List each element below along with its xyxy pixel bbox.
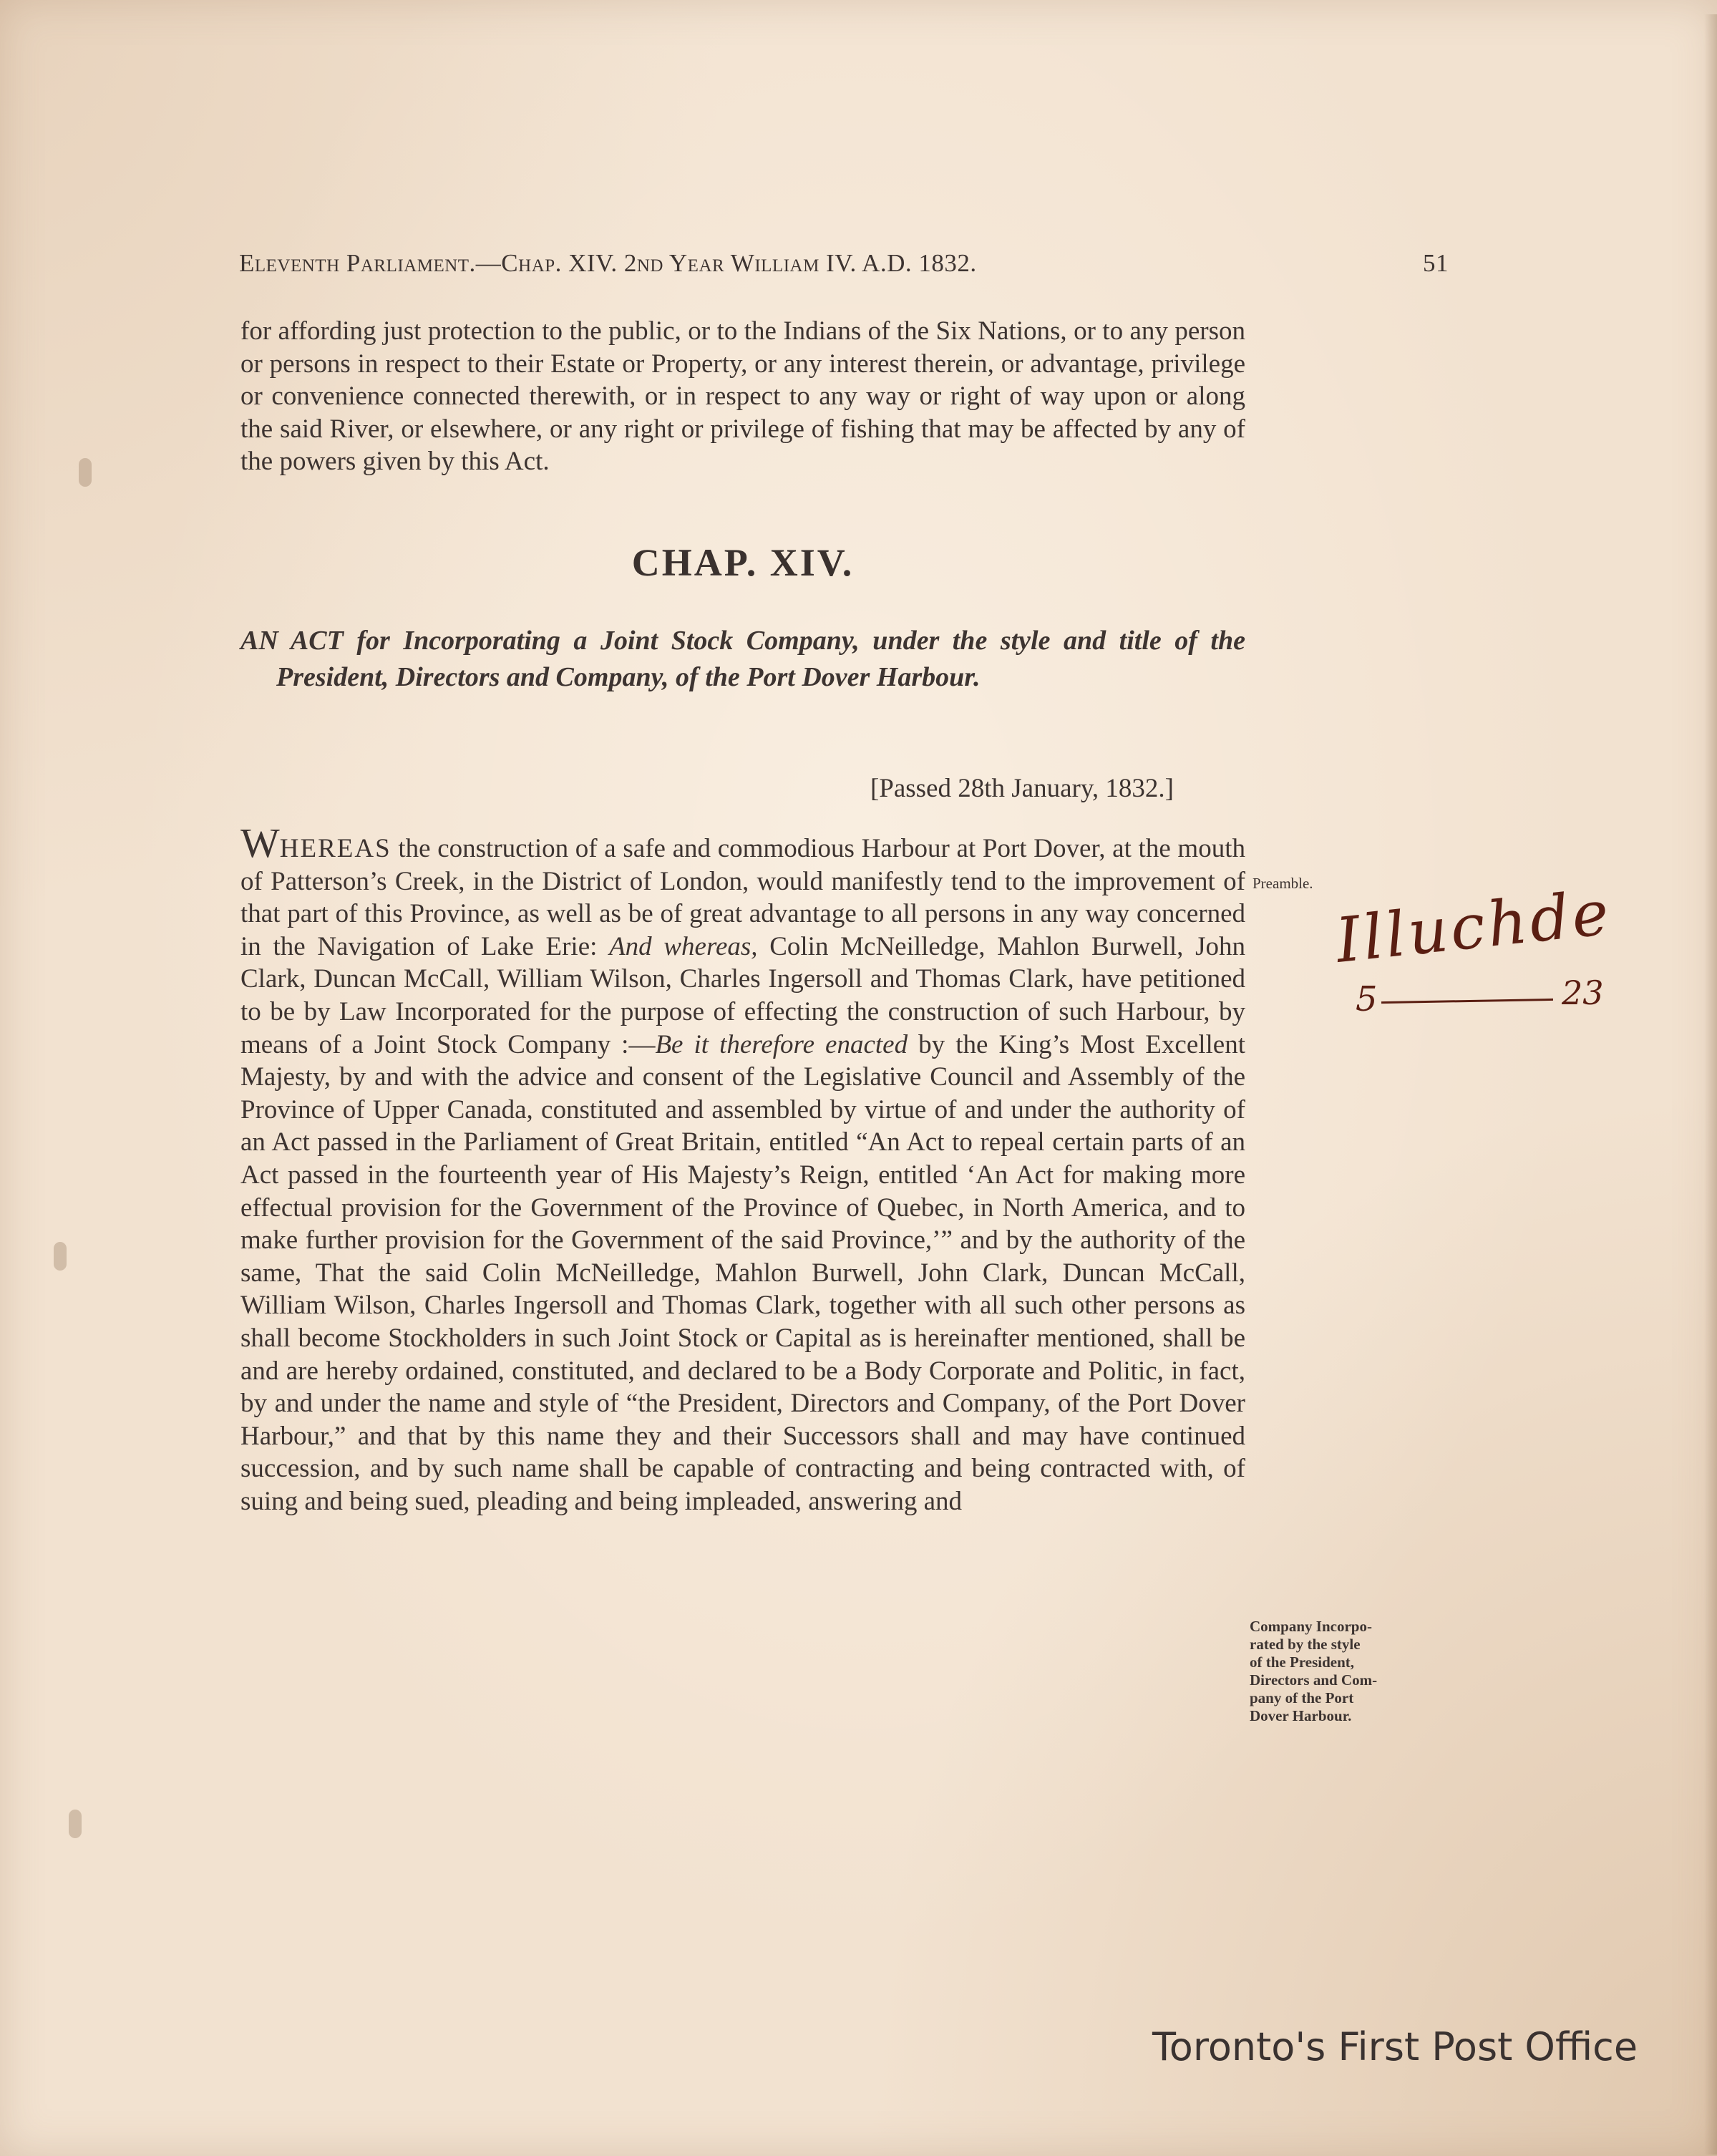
act-title: AN ACT for Incorporating a Joint Stock Company, under the style and title of the President, Directors and Company, of the Port Dover Harbour. [240,626,1245,692]
binding-hole [69,1810,82,1838]
paragraph-text-1: the construction of a safe and commodious Harbour at Port Dover, at the mouth of Patterson’s Creek, in the District of London, would manifestly tend to the improvement of that part of this Province, as well as be of great advantage to all persons in any way concerned in the Navigation of Lake Erie: [240,834,1245,961]
preamble-paragraph-text [240,820,1246,1518]
margin-note-line: of the President, [1250,1654,1355,1671]
drop-cap: W [240,820,280,866]
italic-phrase-2: Be it therefore enacted [655,1029,908,1059]
margin-note-line: pany of the Port [1250,1689,1354,1706]
margin-note-preamble: Preamble. [1253,875,1313,892]
page-number: 51 [1423,249,1449,277]
chapter-heading: CHAP. XIV. [631,541,855,584]
margin-note-line: Directors and Com- [1250,1671,1378,1689]
margin-note-company [1250,1618,1414,1725]
handwritten-dash [1381,999,1553,1004]
passed-date: [Passed 28th January, 1832.] [870,774,1174,803]
binding-hole [54,1242,67,1271]
paragraph-text-3: by the King’s Most Excellent Majesty, by and with the advice and consent of the Legislative Council and Assembly of the Province of Upper Canada, constituted and assembled by virtue of and under the authority of an Act passed in the Parliament of Great Britain, entitled “An Act to repeal certain parts of an Act passed in the fourteenth year of His Majesty’s Reign, entitled ‘An Act for making more effectual provision for the Government of the Province of Quebec, in North America, and to make further provision for the Government of the said Province,’” and by the authority of the same, That the said Colin McNeilledge, Mahlon Burwell, John Clark, Duncan McCall, William Wilson, Charles Ingersoll and Thomas Clark, together with all such other persons as shall become Stockholders in such Joint Stock or Capital as is hereinafter mentioned, shall be and are hereby ordained, constituted, and declared to be a Body Corporate and Politic, in fact, by and under the name and style of “the President, Directors and Company, of the Port Dover Harbour,” and that by this name they and their Successors shall and may have continued succession, and by such name shall be capable of contracting and being contracted with, of suing and being sued, pleading and being impleaded, answering and [240,1029,1246,1516]
continued-paragraph-text: for affording just protection to the public, or to the Indians of the Six Nations, or to any person or persons in respect to their Estate or Property, or any interest therein, or advantage, privilege or convenience connected therewith, or in respect to any way or right of way upon or along the said River, or elsewhere, or any right or privilege of fishing that may be affected by any of the powers given by this Act. [240,316,1245,477]
preamble-paragraph [240,820,1246,1518]
page-edge-shadow [1704,14,1717,2155]
margin-note-line: rated by the style [1250,1636,1361,1653]
continued-paragraph [240,315,1245,478]
handwritten-number-right: 23 [1562,973,1604,1012]
paragraph-text-2: Colin McNeilledge, Mahlon Burwell, John Clark, Duncan McCall, William Wilson, Charles Ingersoll and Thomas Clark, have petitioned to be by Law Incorporated for the purpose of effecting the construction of such Harbour, by means of a Joint Stock Company :— [240,931,1245,1059]
handwritten-number-left: 5 [1356,979,1378,1019]
running-head-title: Eleventh Parliament.—Chap. XIV. 2nd Year William IV. A.D. 1832. [239,249,977,277]
binding-hole [79,458,92,487]
running-head [239,249,1477,285]
margin-note-line: Dover Harbour. [1250,1707,1352,1724]
italic-phrase-1: And whereas, [609,931,758,961]
margin-note-line: Company Incorpo- [1250,1618,1372,1635]
handwritten-annotation: Illuchde [1332,877,1615,977]
watermark: Toronto's First Post Office [1152,2024,1638,2069]
first-word: HEREAS [279,834,391,863]
